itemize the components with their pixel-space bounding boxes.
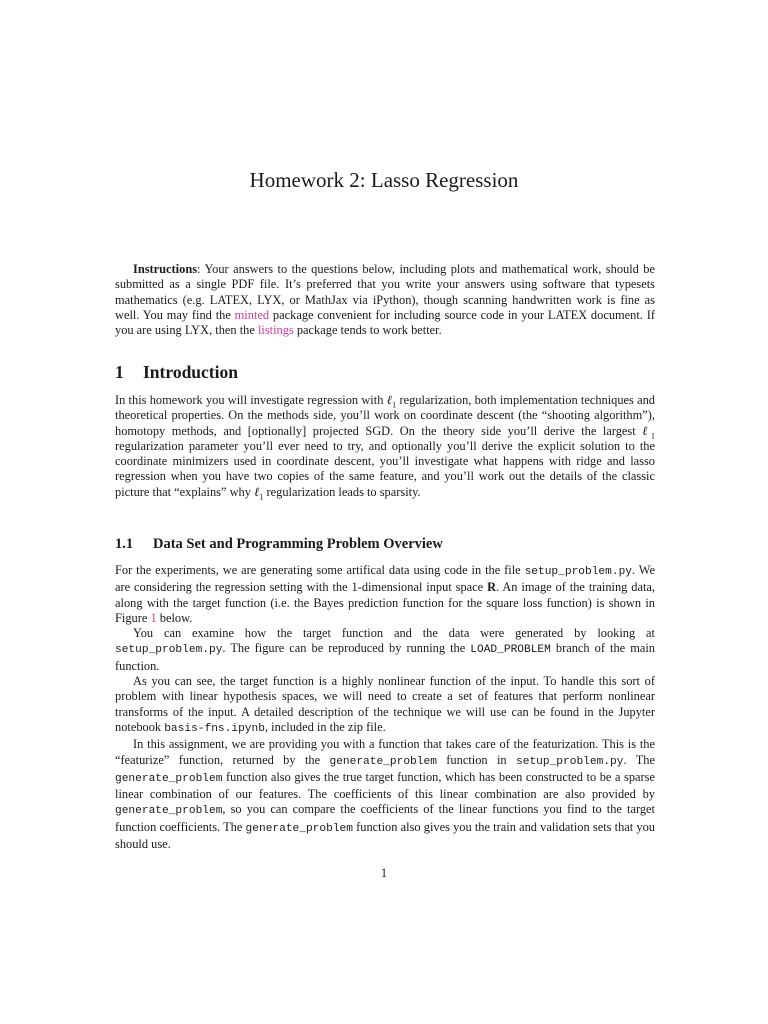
data-set-section-body — [115, 563, 655, 852]
paragraph-nonlinear: As you can see, the target function is a highly nonlinear function of the input. To handle this sort of problem with linear hypothesis spaces, we will need to create a set of features that perform nonlinear transforms of the input. A detailed description of the technique we will use can be found in the Jupyter notebook basis-fns.ipynb, included in the zip file. — [115, 674, 655, 735]
instructions-paragraph: Instructions: Your answers to the questions below, including plots and mathematical work, should be submitted as a single PDF file. It’s preferred that you write your answers using software that typesets mathematics (e.g. LATEX, LYX, or MathJax via iPython), though scanning handwritten work is fine as well. You may find the minted package convenient for including source code in your LATEX document. If you are using LYX, then the listings package tends to work better. — [115, 262, 655, 338]
paragraph-data-generation: For the experiments, we are generating some artifical data using code in the file setup_problem.py. We are considering the regression setting with the 1-dimensional input space R. An image of the training data, along with the target function (i.e. the Bayes prediction function for the square loss function) is shown in Figure 1 below. — [115, 563, 655, 625]
figure-1-link[interactable]: 1 — [150, 610, 157, 625]
introduction-paragraph: In this homework you will investigate regression with ℓ$_1$ regularization, both implementation techniques and theoretical properties. On the methods side, you’ll work on coordinate descent (the “shooting algorithm”), homotopy methods, and [optionally] projected SGD. On the theory side you’ll derive the largest ℓ$_1$ regularization parameter you’ll ever need to try, and optionally you’ll derive the explicit solution to the coordinate minimizers used in coordinate descent, you’ll investigate what happens with ridge and lasso regression when you have two copies of the same feature, and you’ll work out the details of the classic picture that “explains” why ℓ$_1$ regularization leads to sparsity. — [115, 393, 655, 502]
listings-link[interactable]: listings — [257, 323, 294, 338]
paragraph-featurization: In this assignment, we are providing you with a function that takes care of the featurization. This is the “featurize” function, returned by the generate_problem function in setup_problem.py. The generate_problem function also gives the true target function, which has been constructed to be a sparse linear combination of our features. The coefficients of this linear combination are also provided by generate_problem, so you can compare the coefficients of the linear functions you find to the target function coefficients. The generate_problem function also gives you the train and validation sets that you should use. — [115, 737, 655, 852]
page-number: 1 — [380, 866, 388, 880]
section-heading-introduction: 1 Introduction — [115, 362, 238, 382]
minted-link[interactable]: minted — [234, 307, 270, 322]
document-title: Homework 2: Lasso Regression — [249, 168, 519, 192]
paragraph-examine-target: You can examine how the target function and the data were generated by looking at setup_problem.py. The figure can be reproduced by running the LOAD_PROBLEM branch of the main function. — [115, 626, 655, 673]
instructions-label: Instructions — [133, 262, 198, 276]
subsection-heading-data-set: 1.1 Data Set and Programming Problem Overview — [115, 536, 443, 552]
